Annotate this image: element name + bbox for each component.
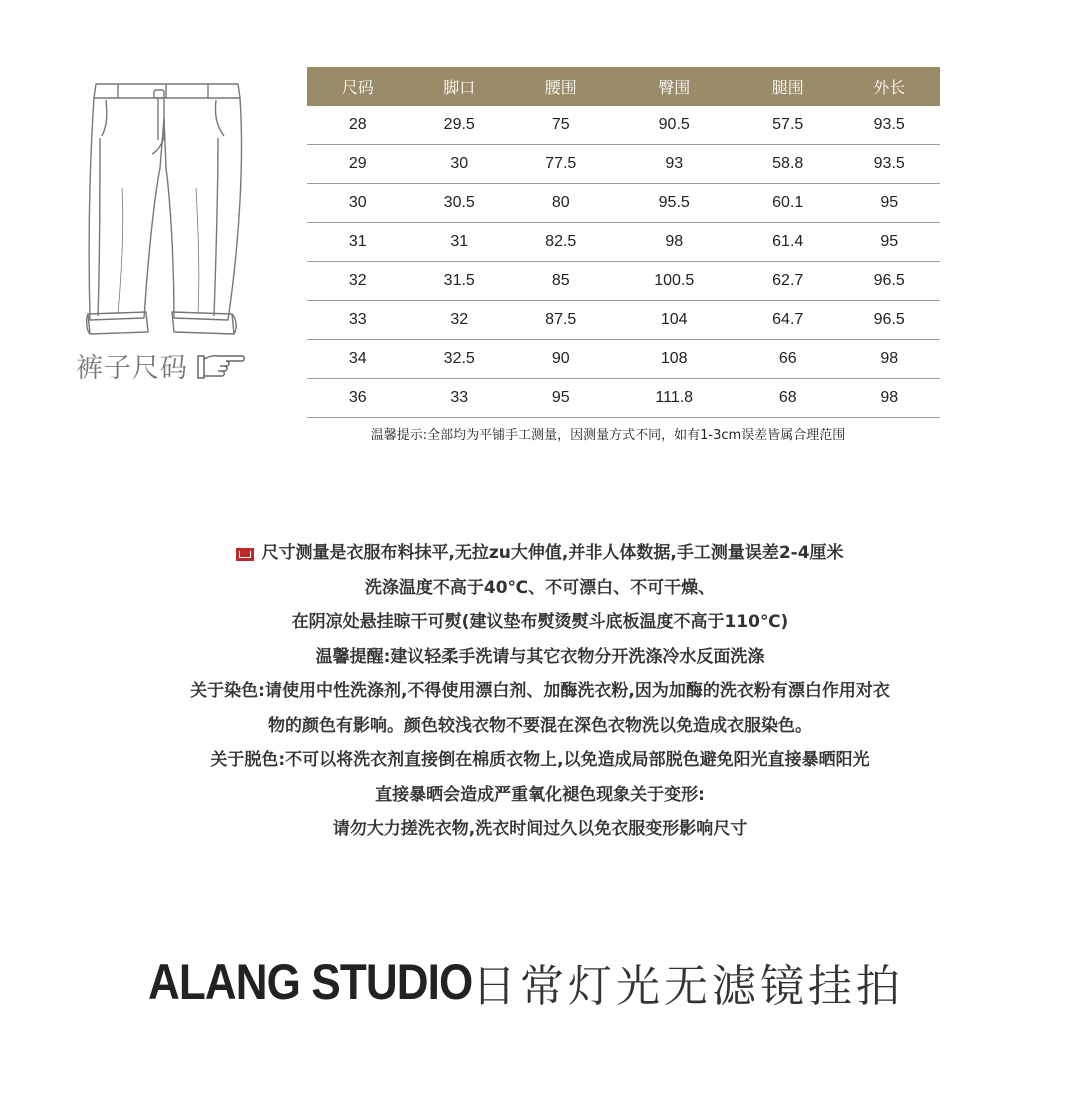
table-cell: 30 [409,145,511,184]
header-waist: 腰围 [510,67,612,106]
table-cell: 98 [838,340,940,379]
table-cell: 98 [612,223,737,262]
table-cell: 93.5 [838,145,940,184]
table-cell: 32.5 [409,340,511,379]
header-hem: 脚口 [409,67,511,106]
care-notes [80,536,1000,847]
table-cell: 95 [838,184,940,223]
table-cell: 32 [307,262,409,301]
table-cell: 93.5 [838,106,940,145]
brand-tagline: 日常灯光无滤镜挂拍 [472,961,904,1012]
header-hip: 臀围 [612,67,737,106]
table-cell: 82.5 [510,223,612,262]
table-cell: 33 [307,301,409,340]
table-cell: 66 [737,340,839,379]
measurement-tip: 温馨提示:全部均为平铺手工测量，因测量方式不同，如有1-3cm误差皆属合理范围 [370,428,846,443]
table-cell: 96.5 [838,301,940,340]
table-cell: 32 [409,301,511,340]
table-cell: 95.5 [612,184,737,223]
note-line: 温馨提醒:建议轻柔手洗请与其它衣物分开洗涤冷水反面洗涤 [315,646,765,667]
table-cell: 80 [510,184,612,223]
table-row [307,184,940,223]
table-cell: 75 [510,106,612,145]
pointing-hand-icon [196,350,248,382]
header-length: 外长 [838,67,940,106]
note-text: 尺寸测量是衣服布料抹平,无拉zu大伸值,并非人体数据,手工测量误差2-4厘米 [261,543,844,563]
table-cell: 87.5 [510,301,612,340]
note-line [80,536,1000,571]
table-cell: 33 [409,379,511,418]
table-cell: 96.5 [838,262,940,301]
table-row [307,223,940,262]
table-cell: 34 [307,340,409,379]
table-cell: 29.5 [409,106,511,145]
note-line: 物的颜色有影响。颜色较浅衣物不要混在深色衣物洗以免造成衣服染色。 [268,715,812,736]
table-cell: 29 [307,145,409,184]
note-line: 请勿大力搓洗衣物,洗衣时间过久以免衣服变形影响尺寸 [332,819,748,839]
note-line: 关于染色:请使用中性洗涤剂,不得使用漂白剂、加酶洗衣粉,因为加酶的洗衣粉有漂白作用对衣 [190,681,890,701]
table-cell: 93 [612,145,737,184]
table-cell: 30 [307,184,409,223]
table-cell: 85 [510,262,612,301]
table-row [307,301,940,340]
table-cell: 77.5 [510,145,612,184]
table-cell: 31.5 [409,262,511,301]
table-row [307,340,940,379]
table-cell: 95 [838,223,940,262]
note-line: 洗涤温度不高于40℃、不可漂白、不可干燥、 [364,577,716,598]
table-row [307,145,940,184]
table-cell: 104 [612,301,737,340]
table-cell: 36 [307,379,409,418]
table-cell: 31 [409,223,511,262]
brand-name: ALANG STUDIO [148,954,473,1010]
note-line: 直接暴晒会造成严重氧化褪色现象关于变形: [375,784,705,805]
size-table-header-row [307,67,940,106]
brand-banner [148,950,904,1014]
ruler-icon [236,548,254,561]
table-cell: 68 [737,379,839,418]
table-cell: 100.5 [612,262,737,301]
note-line: 关于脱色:不可以将洗衣剂直接倒在棉质衣物上,以免造成局部脱色避免阳光直接暴晒阳光 [210,750,870,770]
table-cell: 95 [510,379,612,418]
pants-illustration-icon [78,78,268,348]
size-table [307,67,940,418]
table-cell: 28 [307,106,409,145]
table-row [307,262,940,301]
table-cell: 58.8 [737,145,839,184]
pants-size-caption [76,346,248,385]
table-cell: 61.4 [737,223,839,262]
table-row [307,379,940,418]
pants-caption-text: 裤子尺码 [76,353,188,384]
table-cell: 90 [510,340,612,379]
table-cell: 98 [838,379,940,418]
table-cell: 111.8 [612,379,737,418]
table-cell: 60.1 [737,184,839,223]
header-thigh: 腿围 [737,67,839,106]
note-line: 在阴凉处悬挂晾干可熨(建议垫布熨烫熨斗底板温度不高于110℃) [291,612,789,632]
table-cell: 62.7 [737,262,839,301]
table-cell: 30.5 [409,184,511,223]
table-cell: 90.5 [612,106,737,145]
table-cell: 57.5 [737,106,839,145]
header-size: 尺码 [307,67,409,106]
table-cell: 31 [307,223,409,262]
table-cell: 108 [612,340,737,379]
table-row [307,106,940,145]
table-cell: 64.7 [737,301,839,340]
